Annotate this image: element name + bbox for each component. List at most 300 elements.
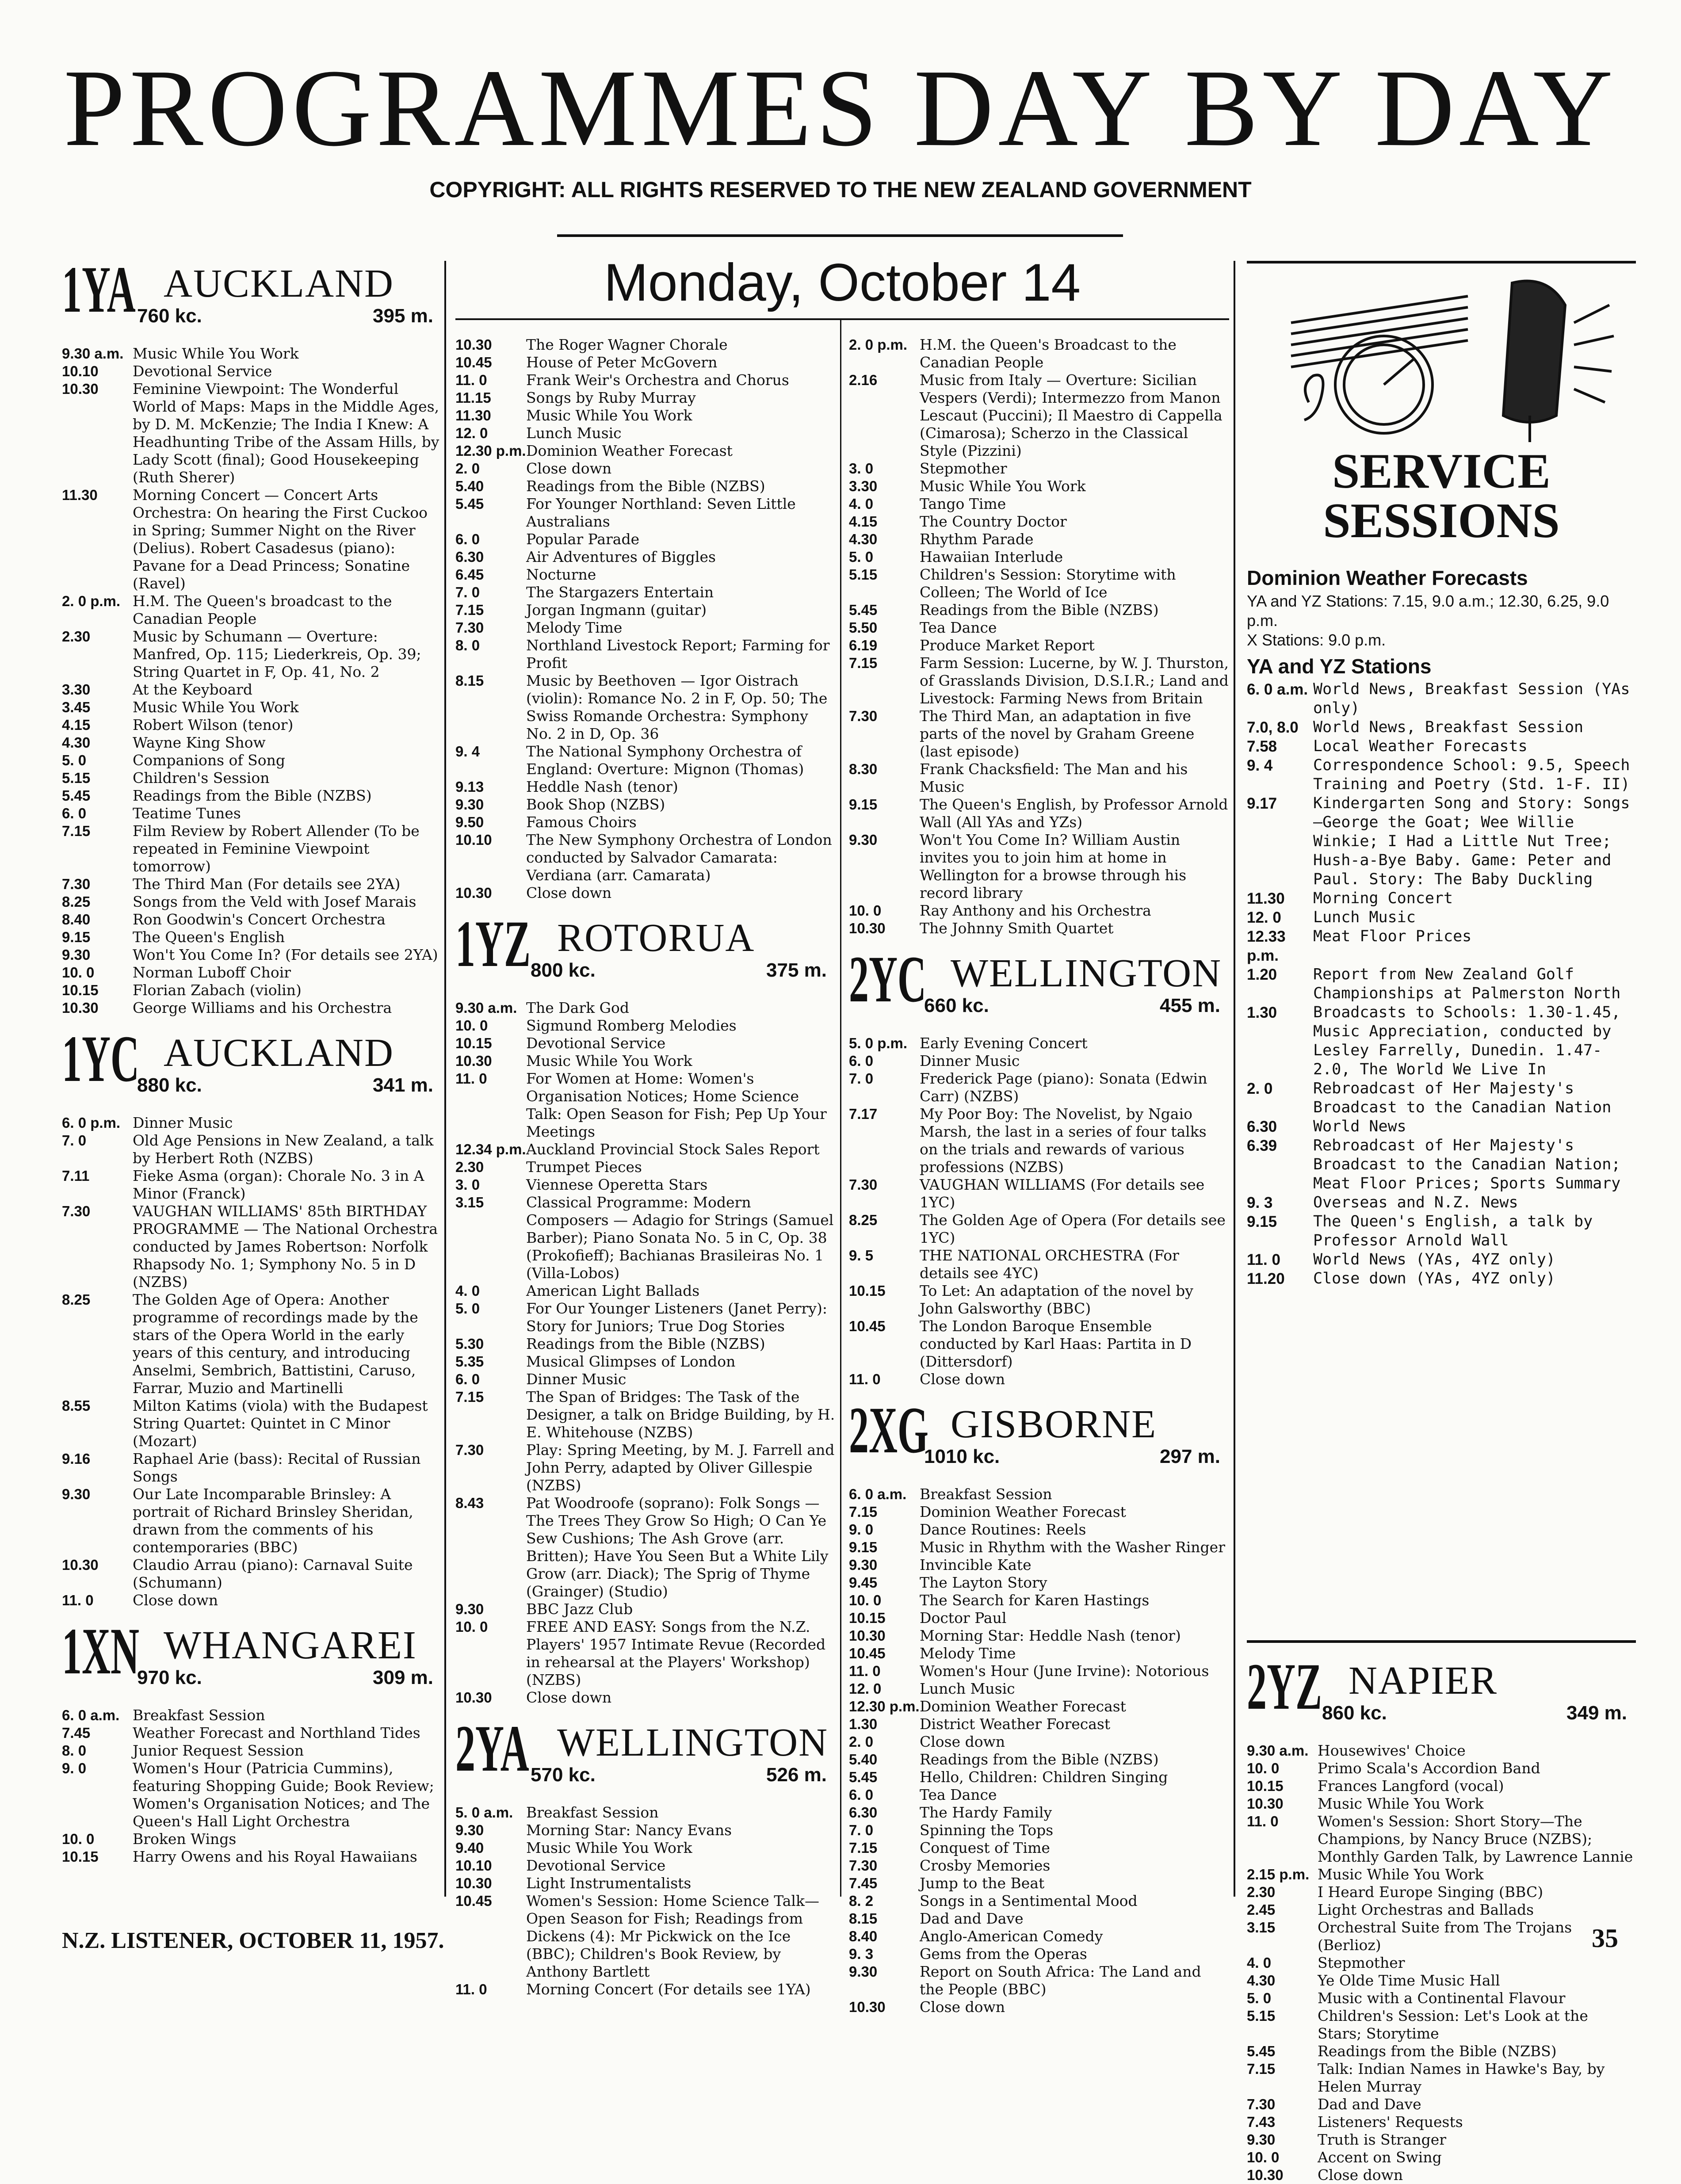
programme-entry [849, 1998, 1229, 2016]
programme-title: Conquest of Time [920, 1839, 1050, 1856]
column-divider-3 [1234, 261, 1235, 1897]
station-city: NAPIER [1349, 1659, 1498, 1703]
programme-entry [849, 831, 1229, 902]
programme-title: Report from New Zealand Golf Championships at Palmerston North [1313, 966, 1621, 1002]
programme-title: Music While You Work [133, 699, 299, 716]
programme-entry [455, 601, 836, 619]
programme-time: 7.30 [455, 1442, 484, 1458]
programme-title: Stepmother [920, 460, 1007, 477]
programme-entry [455, 1176, 836, 1194]
programme-time: 2. 0 [849, 1733, 874, 1750]
programme-title: World News, Breakfast Session (YAs only) [1313, 680, 1630, 717]
programme-title: Morning Concert — Concert Arts Orchestra: On hearing the First Cuckoo in Spring; Summer Night on the River (Delius). Robert Casadesus (piano): Pavane for a Dead Princess; Sonatine (Ravel) [133, 486, 428, 592]
programme-time: 7. 0 [62, 1132, 87, 1149]
programme-entry [455, 1618, 836, 1689]
service-list [1247, 680, 1636, 1288]
programme-time: 6. 0 [62, 805, 87, 821]
programme-time: 6. 0 a.m. [1247, 681, 1308, 698]
programme-title: Play: Spring Meeting, by M. J. Farrell and John Perry, adapted by Oliver Gillespie (NZBS) [526, 1441, 835, 1494]
programme-time: 11. 0 [1247, 1251, 1280, 1268]
programme-time: 12. 0 [455, 425, 488, 441]
programme-entry [849, 1645, 1229, 1662]
issue-footer: N.Z. LISTENER, OCTOBER 11, 1957. [62, 1928, 444, 1953]
programme-title: The Country Doctor [920, 513, 1067, 530]
programme-title: Listeners' Requests [1318, 2113, 1463, 2131]
programme-entry [1247, 2060, 1636, 2096]
programme-title: Readings from the Bible (NZBS) [1318, 2043, 1557, 2060]
programme-time: 10.15 [62, 982, 99, 998]
programme-title: Milton Katims (viola) with the Budapest String Quartet: Quintet in C Minor (Mozart) [133, 1397, 428, 1450]
programme-time: 3. 0 [455, 1176, 480, 1193]
programme-title: Jump to the Beat [920, 1875, 1045, 1892]
programme-title: Women's Hour (June Irvine): Notorious [920, 1662, 1209, 1680]
programme-title: Readings from the Bible (NZBS) [526, 1335, 765, 1352]
programme-list-1xn-continued [455, 336, 836, 902]
programme-title: Music from Italy — Overture: Sicilian Vespers (Verdi); Intermezzo from Manon Lescaut (Puccini); Il Maestro di Cappella (Cimarosa); Scherzo in the Classical Style (Pizzini) [920, 371, 1223, 459]
programme-entry [849, 1733, 1229, 1751]
programme-time: 7.58 [1247, 738, 1277, 755]
programme-time: 9.16 [62, 1451, 91, 1467]
programme-entry [849, 1211, 1229, 1247]
programme-time: 9.30 [1247, 2131, 1276, 2148]
station-wavelength: 455 m. [1160, 995, 1220, 1016]
programme-title: For Younger Northland: Seven Little Australians [526, 495, 796, 530]
programme-time: 2.30 [1247, 1884, 1276, 1900]
programme-time: 8.15 [455, 672, 484, 689]
programme-entry [62, 805, 442, 822]
station-header-1xn [62, 1615, 442, 1702]
programme-time: 7.15 [849, 1504, 878, 1520]
programme-entry [1247, 1760, 1636, 1777]
programme-time: 10.45 [455, 354, 492, 370]
programme-time: 3.30 [849, 478, 878, 494]
programme-title: Meat Floor Prices [1313, 928, 1472, 945]
programme-title: Dinner Music [920, 1052, 1020, 1069]
programme-entry [62, 734, 442, 752]
programme-title: Close down [526, 1689, 612, 1706]
programme-title: Music While You Work [133, 345, 299, 362]
programme-entry [62, 1592, 442, 1609]
station-header-1yz [455, 907, 836, 995]
programme-time: 10.45 [849, 1645, 886, 1661]
programme-title: Frances Langford (vocal) [1318, 1777, 1504, 1795]
programme-title: Children's Session: Let's Look at the Stars; Storytime [1318, 2007, 1588, 2042]
programme-time: 11.30 [62, 487, 98, 503]
service-bottom-rule [1247, 1640, 1636, 1643]
programme-time: 9.30 [455, 1822, 484, 1838]
programme-entry [849, 1539, 1229, 1556]
programme-entry [849, 1715, 1229, 1733]
programme-time: 2. 0 p.m. [849, 336, 908, 353]
programme-title: Fieke Asma (organ): Chorale No. 3 in A Minor (Franck) [133, 1167, 424, 1202]
column-1 [62, 248, 442, 1910]
station-frequency: 1010 kc. [924, 1446, 1000, 1467]
programme-entry [62, 716, 442, 734]
programme-entry [62, 946, 442, 964]
programme-time: 5. 0 p.m. [849, 1035, 908, 1051]
programme-time: 6. 0 [455, 531, 480, 547]
programme-time: 5.45 [849, 602, 878, 618]
programme-title: The Roger Wagner Chorale [526, 336, 728, 353]
programme-time: 2.45 [1247, 1901, 1276, 1918]
programme-entry [1247, 908, 1636, 927]
programme-title: Readings from the Bible (NZBS) [920, 1751, 1159, 1768]
programme-title: Music by Beethoven — Igor Oistrach (violin): Romance No. 2 in F, Op. 50; The Swiss Romande Orchestra: Symphony No. 2 in D, Op. 36 [526, 672, 828, 742]
programme-title: The Golden Age of Opera: Another programme of recordings made by the stars of the Opera World in the early years of this century, and introducing Anselmi, Sembrich, Battistini, Caruso, Farrar, Muzio and Martinelli [133, 1291, 418, 1397]
programme-time: 10.30 [62, 381, 99, 397]
programme-time: 10.10 [455, 1857, 492, 1874]
programme-entry [849, 1786, 1229, 1804]
programme-title: Report on South Africa: The Land and the People (BBC) [920, 1963, 1201, 1998]
programme-entry [455, 1035, 836, 1052]
programme-time: 12.34 p.m. [455, 1141, 526, 1157]
programme-time: 11.20 [1247, 1270, 1285, 1287]
station-code: 1YC [62, 1022, 139, 1096]
programme-entry [455, 1821, 836, 1839]
programme-entry [455, 1388, 836, 1441]
programme-entry [1247, 1866, 1636, 1883]
programme-title: The New Symphony Orchestra of London conducted by Salvador Camarata: Verdiana (arr. Camarata) [526, 831, 832, 884]
programme-title: Invincible Kate [920, 1556, 1032, 1573]
programme-entry [455, 389, 836, 407]
programme-title: Close down [133, 1592, 218, 1609]
programme-entry [1247, 1919, 1636, 1954]
programme-title: House of Peter McGovern [526, 354, 718, 371]
programme-time: 9.40 [455, 1840, 484, 1856]
programme-time: 8.25 [849, 1212, 878, 1228]
programme-entry [1247, 756, 1636, 794]
programme-title: At the Keyboard [133, 681, 253, 698]
programme-title: Primo Scala's Accordion Band [1318, 1760, 1540, 1777]
programme-entry [849, 1627, 1229, 1645]
programme-entry [1247, 1079, 1636, 1117]
programme-title: The Johnny Smith Quartet [920, 920, 1114, 937]
programme-entry [849, 1804, 1229, 1821]
programme-title: Broken Wings [133, 1830, 237, 1848]
programme-time: 10. 0 [1247, 1760, 1280, 1776]
programme-time: 6. 0 [849, 1787, 874, 1803]
programme-title: THE NATIONAL ORCHESTRA (For details see 4YC) [920, 1247, 1179, 1282]
programme-entry [455, 619, 836, 637]
programme-title: Kindergarten Song and Story: Songs—George the Goat; Wee Willie Winkie; I Had a Little Nut Tree; Hush-a-Bye Baby. Game: Peter and Paul. Story: The Baby Duckling [1313, 794, 1630, 888]
programme-time: 4. 0 [849, 496, 874, 512]
programme-time: 8. 0 [455, 637, 480, 653]
programme-title: Hawaiian Interlude [920, 548, 1063, 565]
programme-time: 10.15 [849, 1610, 886, 1626]
programme-entry [62, 787, 442, 805]
programme-time: 10.30 [455, 1053, 492, 1069]
programme-list-1xn [62, 1707, 442, 1866]
programme-entry [62, 1397, 442, 1450]
page-title: PROGRAMMES DAY BY DAY [63, 47, 1618, 169]
programme-title: World News, Breakfast Session [1313, 718, 1584, 736]
programme-title: World News [1313, 1118, 1406, 1135]
programme-time: 5.40 [849, 1751, 878, 1768]
programme-time: 9.17 [1247, 795, 1277, 812]
station-header-2xg [849, 1394, 1229, 1481]
station-wavelength: 375 m. [766, 959, 827, 981]
programme-entry [62, 628, 442, 681]
programme-entry [455, 1875, 836, 1892]
programme-time: 5.40 [455, 478, 484, 494]
programme-title: Ron Goodwin's Concert Orchestra [133, 911, 386, 928]
programme-entry [1247, 1954, 1636, 1972]
programme-time: 7.45 [62, 1725, 91, 1741]
programme-time: 10.15 [62, 1848, 99, 1865]
programme-title: Norman Luboff Choir [133, 964, 291, 981]
column-3 [849, 336, 1229, 2016]
station-city: AUCKLAND [164, 262, 394, 305]
programme-title: Music While You Work [1318, 1795, 1484, 1812]
weather-line: X Stations: 9.0 p.m. [1247, 631, 1386, 649]
programme-entry [455, 1600, 836, 1618]
programme-entry [455, 336, 836, 354]
programme-title: Junior Request Session [133, 1742, 304, 1759]
programme-entry [455, 1892, 836, 1981]
programme-time: 10.30 [1247, 2167, 1284, 2183]
programme-title: Devotional Service [526, 1857, 666, 1874]
programme-entry [849, 1662, 1229, 1680]
programme-time: 9.13 [455, 779, 484, 795]
programme-entry [455, 813, 836, 831]
programme-title: Lunch Music [920, 1680, 1015, 1697]
programme-time: 9.30 [849, 832, 878, 848]
service-sessions-column [1247, 561, 1636, 1631]
programme-title: Nocturne [526, 566, 596, 583]
station-code: 1XN [62, 1615, 139, 1688]
programme-entry [849, 1317, 1229, 1371]
programme-time: 3.45 [62, 699, 91, 715]
programme-title: To Let: An adaptation of the novel by John Galsworthy (BBC) [920, 1282, 1193, 1317]
programme-entry [62, 1291, 442, 1397]
programme-time: 2.30 [455, 1159, 484, 1175]
programme-entry [849, 1371, 1229, 1388]
programme-time: 10.30 [1247, 1795, 1284, 1812]
programme-time: 4.15 [62, 717, 91, 733]
programme-title: Morning Concert (For details see 1YA) [526, 1981, 811, 1998]
programme-title: Dominion Weather Forecast [920, 1698, 1126, 1715]
programme-entry [849, 477, 1229, 495]
programme-title: The Span of Bridges: The Task of the Designer, a talk on Bridge Building, by H. E. Whitehouse (NZBS) [526, 1388, 835, 1441]
station-city: WHANGAREI [164, 1623, 417, 1667]
programme-entry [62, 1450, 442, 1485]
programme-title: Breakfast Session [526, 1804, 659, 1821]
programme-entry [849, 1070, 1229, 1105]
column-divider-1 [444, 261, 446, 1897]
programme-time: 9.50 [455, 814, 484, 830]
programme-time: 10.30 [455, 1689, 492, 1706]
station-wavelength: 341 m. [373, 1074, 433, 1096]
programme-time: 5.15 [1247, 2008, 1276, 2024]
programme-time: 11.15 [455, 389, 491, 406]
programme-title: Correspondence School: 9.5, Speech Training and Poetry (Std. 1-F. II) [1313, 756, 1630, 793]
programme-entry [62, 699, 442, 716]
programme-time: 11. 0 [455, 372, 487, 388]
programme-title: For Our Younger Listeners (Janet Perry): Story for Juniors; True Dog Stories [526, 1300, 827, 1335]
programme-time: 7.15 [62, 823, 91, 839]
programme-title: Sigmund Romberg Melodies [526, 1017, 737, 1034]
programme-time: 6.19 [849, 637, 878, 653]
programme-entry [849, 371, 1229, 460]
programme-list-1yc [62, 1114, 442, 1609]
programme-time: 10.30 [455, 336, 492, 353]
programme-entry [849, 1521, 1229, 1539]
programme-entry [849, 1503, 1229, 1521]
programme-time: 3. 0 [849, 460, 874, 477]
programme-time: 9.30 a.m. [1247, 1742, 1309, 1759]
programme-time: 9.15 [849, 796, 878, 813]
programme-time: 8.40 [849, 1928, 878, 1944]
programme-time: 7.15 [455, 1389, 484, 1405]
programme-time: 7.15 [849, 655, 878, 671]
programme-entry [849, 1821, 1229, 1839]
programme-time: 8. 0 [62, 1742, 87, 1759]
station-wavelength: 297 m. [1160, 1446, 1220, 1467]
programme-time: 6.39 [1247, 1137, 1277, 1154]
programme-entry [62, 911, 442, 928]
programme-title: Music by Schumann — Overture: Manfred, Op. 115; Liederkreis, Op. 39; String Quartet in F, Op. 41, No. 2 [133, 628, 421, 680]
programme-title: Readings from the Bible (NZBS) [526, 477, 765, 495]
programme-title: Rebroadcast of Her Majesty's Broadcast to the Canadian Nation; Meat Floor Prices; Sports Summary [1313, 1137, 1621, 1192]
programme-time: 5.30 [455, 1336, 484, 1352]
programme-title: The Dark God [526, 999, 630, 1016]
station-frequency: 570 kc. [531, 1764, 596, 1786]
programme-title: Tea Dance [920, 619, 997, 636]
programme-entry [455, 1017, 836, 1035]
programme-time: 12. 0 [1247, 909, 1281, 926]
programme-time: 10. 0 [455, 1619, 488, 1635]
programme-title: Music in Rhythm with the Washer Ringer [920, 1539, 1225, 1556]
programme-title: Viennese Operetta Stars [526, 1176, 708, 1193]
programme-title: Music While You Work [526, 1052, 692, 1069]
programme-title: Close down [526, 884, 612, 901]
programme-entry [455, 1839, 836, 1857]
station-frequency: 660 kc. [924, 995, 989, 1016]
programme-title: Ye Olde Time Music Hall [1318, 1972, 1500, 1989]
programme-title: Early Evening Concert [920, 1035, 1088, 1052]
programme-time: 3.30 [62, 681, 91, 698]
programme-title: Northland Livestock Report; Farming for Profit [526, 637, 830, 672]
page-number: 35 [1592, 1924, 1618, 1953]
programme-title: Trumpet Pieces [526, 1158, 642, 1176]
programme-title: VAUGHAN WILLIAMS (For details see 1YC) [920, 1176, 1205, 1211]
programme-entry [1247, 1136, 1636, 1193]
programme-title: Florian Zabach (violin) [133, 981, 302, 999]
programme-entry [62, 1556, 442, 1592]
programme-title: Lunch Music [526, 424, 622, 442]
programme-time: 9. 5 [849, 1247, 874, 1264]
programme-title: The Queen's English, a talk by Professor Arnold Wall [1313, 1213, 1593, 1249]
programme-time: 11.30 [1247, 890, 1285, 907]
programme-list-1yz [455, 999, 836, 1707]
programme-time: 10. 0 [849, 1592, 882, 1608]
programme-time: 10.30 [849, 1627, 886, 1644]
programme-time: 5.15 [849, 566, 878, 583]
programme-title: Harry Owens and his Royal Hawaiians [133, 1848, 417, 1865]
programme-title: Children's Session [133, 769, 270, 787]
programme-time: 9. 4 [1247, 757, 1273, 774]
station-city: WELLINGTON [951, 951, 1222, 995]
programme-entry [455, 1282, 836, 1300]
programme-entry [849, 637, 1229, 654]
programme-title: Truth is Stranger [1318, 2131, 1447, 2148]
programme-time: 8.55 [62, 1397, 91, 1414]
programme-title: Melody Time [526, 619, 623, 636]
programme-title: Dance Routines: Reels [920, 1521, 1086, 1538]
programme-title: Weather Forecast and Northland Tides [133, 1724, 420, 1741]
programme-title: Songs from the Veld with Josef Marais [133, 893, 416, 910]
programme-entry [1247, 2043, 1636, 2060]
programme-time: 9. 4 [455, 743, 480, 760]
programme-title: Frank Chacksfield: The Man and his Music [920, 760, 1188, 795]
programme-time: 10.30 [62, 1557, 99, 1573]
programme-title: Book Shop (NZBS) [526, 796, 665, 813]
programme-title: H.M. the Queen's Broadcast to the Canadian People [920, 336, 1177, 371]
programme-entry [849, 548, 1229, 566]
programme-time: 5.50 [849, 619, 878, 636]
programme-title: Rebroadcast of Her Majesty's Broadcast to the Canadian Nation [1313, 1080, 1612, 1116]
programme-title: Teatime Tunes [133, 805, 241, 822]
programme-time: 5.35 [455, 1353, 484, 1370]
programme-entry [849, 1768, 1229, 1786]
programme-title: Our Late Incomparable Brinsley: A portrait of Richard Brinsley Sheridan, drawn from the comments of his contemporaries (BBC) [133, 1485, 413, 1556]
programme-entry [455, 1494, 836, 1600]
programme-entry [849, 902, 1229, 920]
programme-title: Feminine Viewpoint: The Wonderful World of Maps: Maps in the Middle Ages, by D. M. McKenzie; The India I Knew: A Headhunting Tribe of the Assam Hills, by Lady Scott (final); Good Housekeeping (Ruth Sherer) [133, 380, 439, 486]
programme-title: Auckland Provincial Stock Sales Report [526, 1141, 820, 1158]
programme-title: Won't You Come In? William Austin invites you to join him at home in Wellington for a browse through his record library [920, 831, 1187, 901]
programme-time: 5.45 [1247, 2043, 1276, 2059]
programme-title: Women's Session: Home Science Talk—Open Season for Fish; Readings from Dickens (4): Mr Pickwick on the Ice (BBC); Children's Book Review, by Anthony Bartlett [526, 1892, 819, 1980]
programme-entry [455, 1141, 836, 1158]
programme-entry [62, 486, 442, 592]
programme-entry [1247, 2113, 1636, 2131]
programme-time: 5.45 [62, 787, 91, 804]
station-header-2yz [1247, 1650, 1636, 1737]
programme-time: 7.17 [849, 1106, 878, 1122]
programme-time: 3.15 [455, 1194, 484, 1210]
programme-entry [455, 1804, 836, 1821]
programme-entry [849, 1963, 1229, 1998]
programme-entry [849, 513, 1229, 531]
programme-entry [455, 531, 836, 548]
programme-time: 5. 0 a.m. [455, 1804, 513, 1821]
programme-entry [455, 1353, 836, 1371]
programme-entry [849, 1105, 1229, 1176]
programme-time: 6.30 [849, 1804, 878, 1821]
programme-entry [849, 531, 1229, 548]
programme-title: Rhythm Parade [920, 531, 1034, 548]
radio-microphone-illustration [1282, 270, 1618, 447]
programme-entry [849, 1052, 1229, 1070]
programme-title: Housewives' Choice [1318, 1742, 1466, 1759]
programme-time: 9.30 [849, 1557, 878, 1573]
programme-title: Jorgan Ingmann (guitar) [526, 601, 707, 619]
programme-entry [62, 1830, 442, 1848]
programme-title: Close down [920, 1998, 1005, 2016]
programme-entry [455, 477, 836, 495]
programme-time: 5. 0 [1247, 1990, 1272, 2006]
programme-time: 9.45 [849, 1574, 878, 1591]
programme-time: 4.30 [1247, 1972, 1276, 1989]
programme-entry [455, 424, 836, 442]
programme-entry [62, 1707, 442, 1724]
programme-entry [62, 928, 442, 946]
programme-time: 8.40 [62, 911, 91, 928]
programme-entry [1247, 1117, 1636, 1136]
service-sessions-title: SERVICE SESSIONS [1323, 444, 1560, 548]
programme-time: 6. 0 p.m. [62, 1115, 121, 1131]
